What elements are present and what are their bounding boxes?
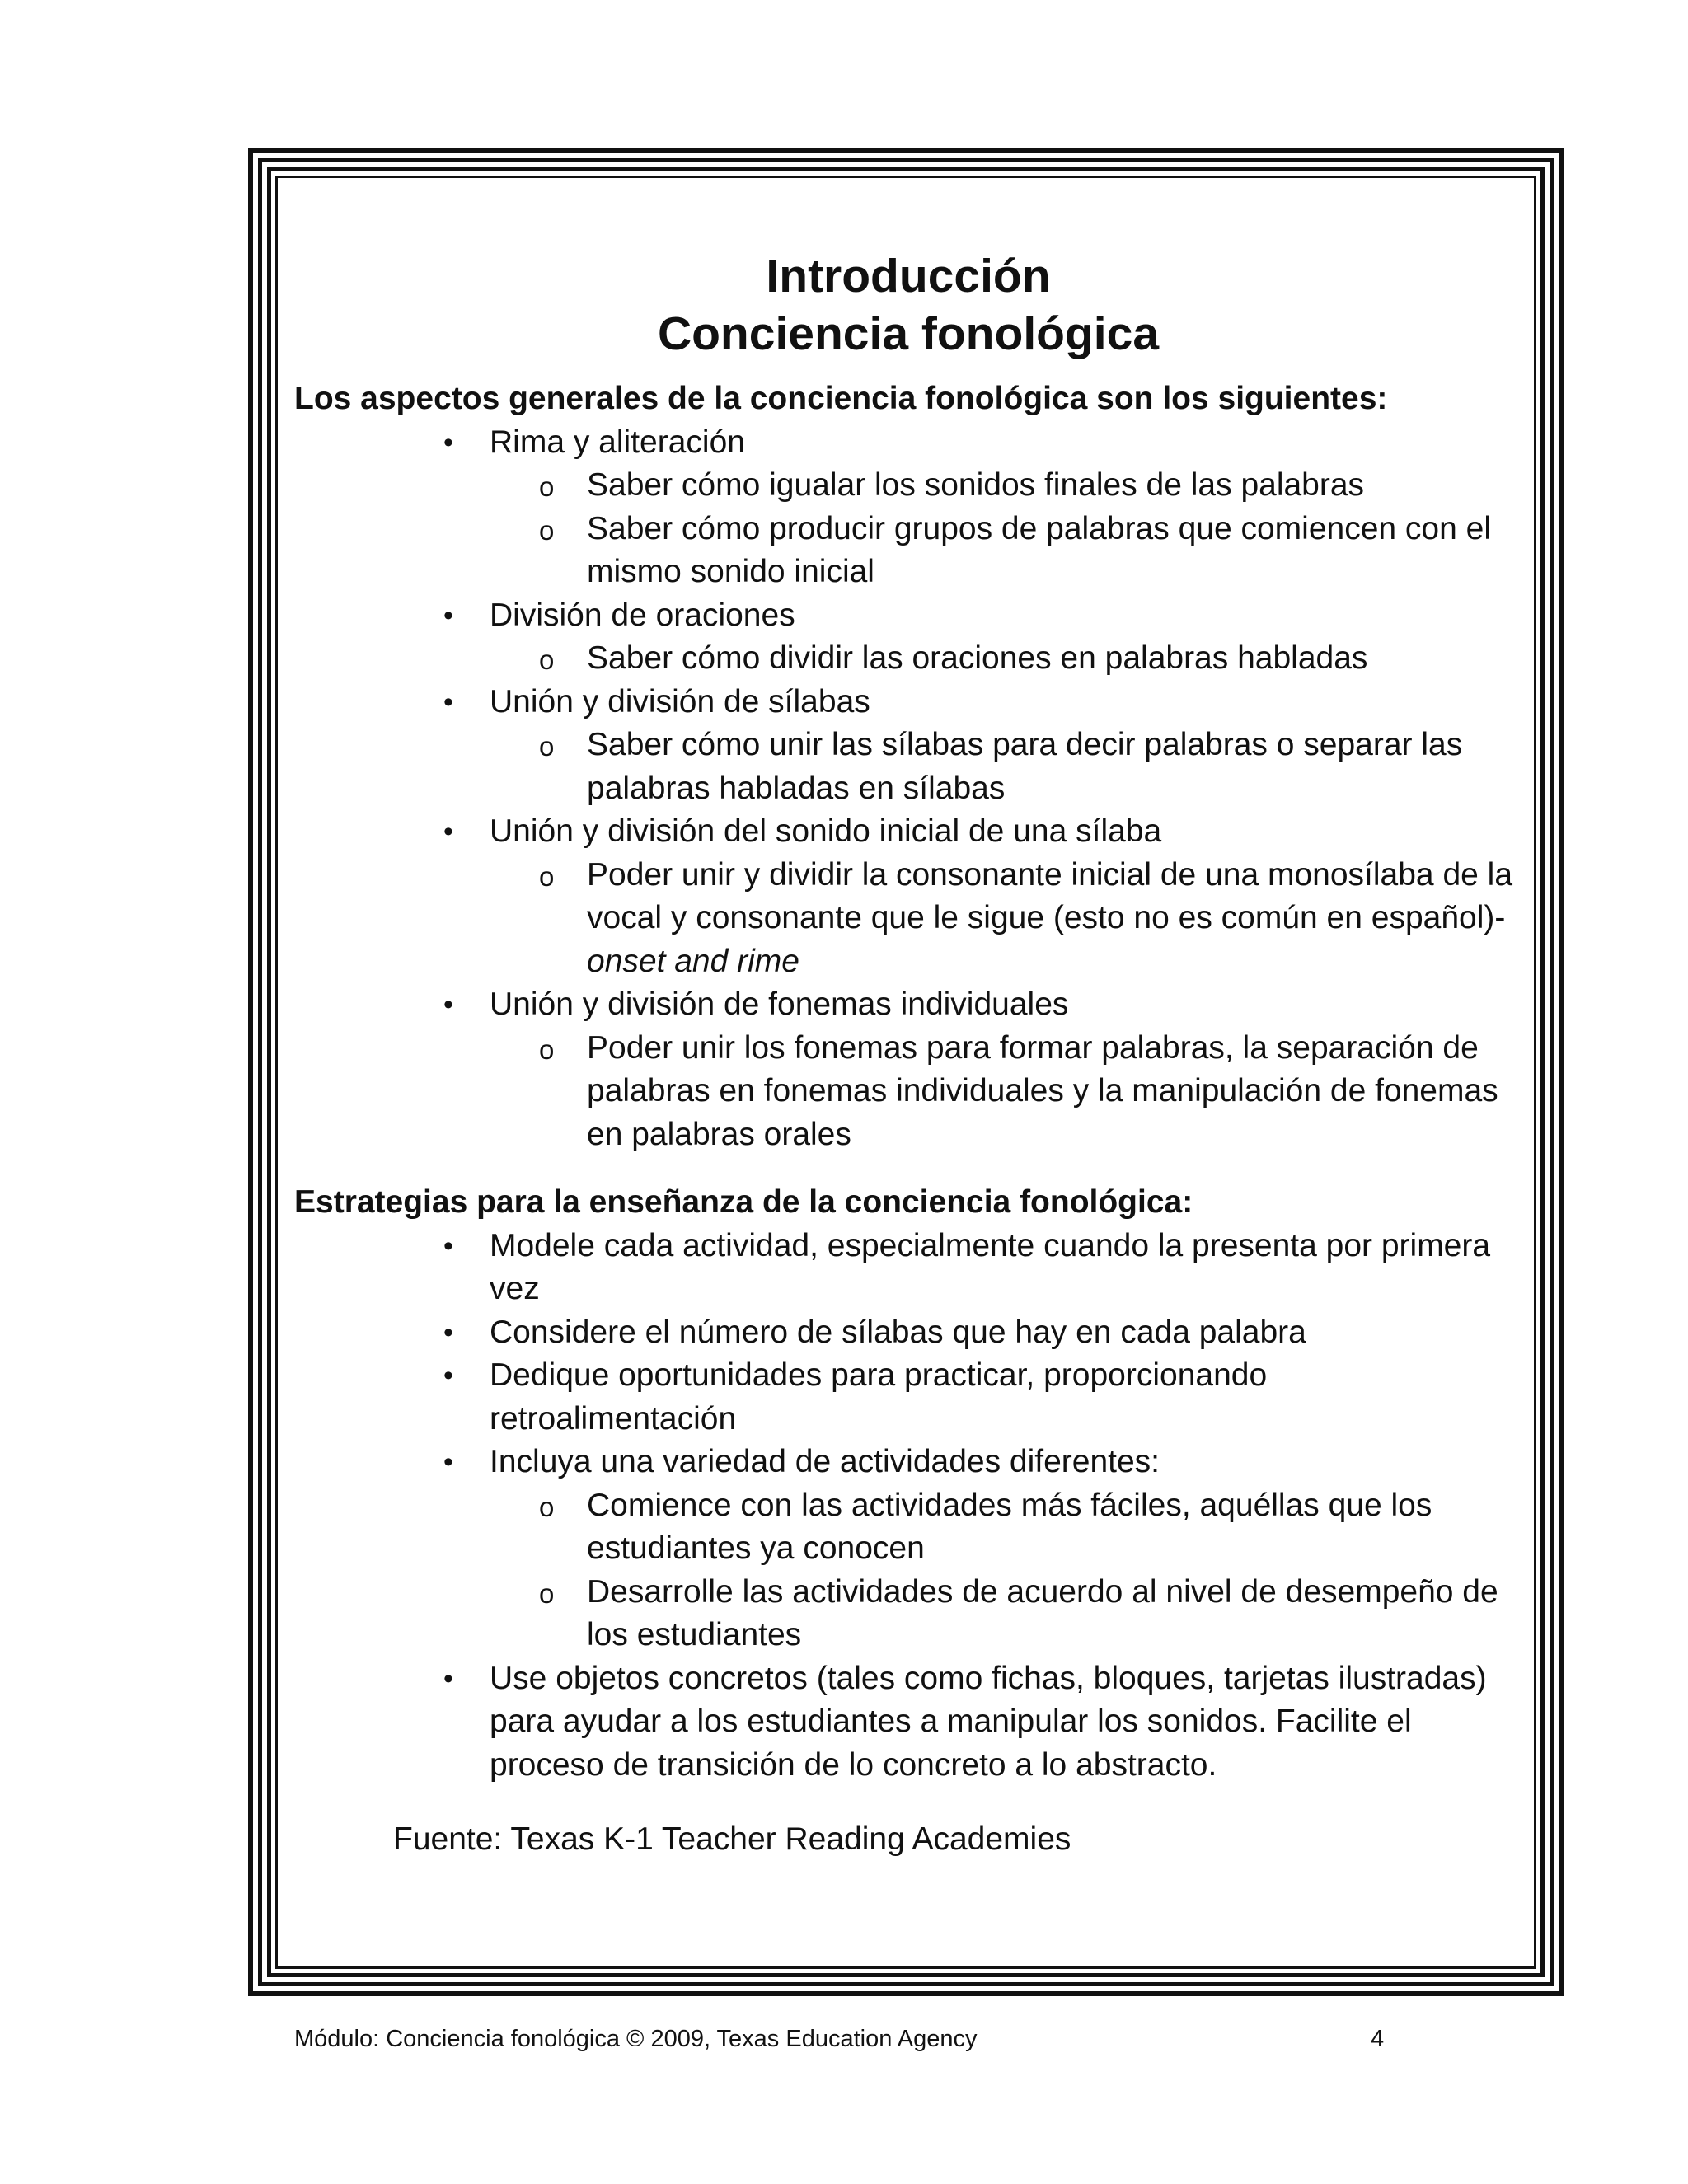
sub-item-emphasis: onset and rime xyxy=(587,943,799,979)
list-item-label: Modele cada actividad, especialmente cuando la presenta por primera vez xyxy=(490,1227,1491,1306)
list-item xyxy=(294,810,1522,983)
sub-list-item xyxy=(294,464,1522,508)
list-item xyxy=(294,1441,1522,1657)
section-heading: Los aspectos generales de la conciencia fonológica son los siguientes: xyxy=(294,381,1388,416)
list-item xyxy=(294,594,1522,681)
list-item-label: Unión y división de fonemas individuales xyxy=(490,987,1069,1022)
list-item-label: Incluya una variedad de actividades diferentes: xyxy=(490,1444,1160,1479)
circle-bullet-icon: o xyxy=(539,471,555,502)
bullet-icon: • xyxy=(443,1662,453,1694)
sub-item-text: Saber cómo producir grupos de palabras que comiencen con el mismo sonido inicial xyxy=(587,510,1491,589)
list-item xyxy=(294,1657,1522,1788)
sub-item-text: Saber cómo dividir las oraciones en palabras habladas xyxy=(587,640,1368,676)
sub-item-text: Saber cómo unir las sílabas para decir palabras o separar las palabras habladas en sílabas xyxy=(587,727,1463,806)
section-heading: Estrategias para la enseñanza de la conciencia fonológica: xyxy=(294,1184,1193,1220)
list-item xyxy=(294,1311,1522,1355)
sub-item-text: Comience con las actividades más fáciles, aquéllas que los estudiantes ya conocen xyxy=(587,1487,1432,1566)
circle-bullet-icon: o xyxy=(539,1033,555,1065)
sub-item-text: Saber cómo igualar los sonidos finales de las palabras xyxy=(587,467,1365,503)
bullet-icon: • xyxy=(443,599,453,631)
sub-list-item xyxy=(294,854,1522,984)
list-item-label: Unión y división de sílabas xyxy=(490,683,870,719)
list-item-label: Rima y aliteración xyxy=(490,424,745,460)
bullet-icon: • xyxy=(443,1230,453,1262)
page-title xyxy=(294,247,1522,363)
page-number: 4 xyxy=(1371,2026,1385,2052)
sub-item-text: Desarrolle las actividades de acuerdo al nivel de desempeño de los estudiantes xyxy=(587,1573,1498,1652)
list-item-label: Unión y división del sonido inicial de una sílaba xyxy=(490,813,1162,849)
title-line-1: Introducción xyxy=(766,250,1051,302)
page-content xyxy=(294,247,1522,1862)
sub-list-item xyxy=(294,724,1522,810)
list-item xyxy=(294,983,1522,1156)
bullet-icon: • xyxy=(443,816,453,847)
bullet-icon: • xyxy=(443,989,453,1020)
bullet-icon: • xyxy=(443,686,453,718)
bullet-icon: • xyxy=(443,1316,453,1348)
sub-list-item xyxy=(294,637,1522,681)
list-item-label: División de oraciones xyxy=(490,597,795,633)
list-item xyxy=(294,681,1522,811)
list-item xyxy=(294,421,1522,594)
title-line-2: Conciencia fonológica xyxy=(657,307,1160,360)
circle-bullet-icon: o xyxy=(539,644,555,675)
circle-bullet-icon: o xyxy=(539,1577,555,1609)
bullet-icon: • xyxy=(443,1360,453,1391)
list-item-label: Dedique oportunidades para practicar, proporcionando retroalimentación xyxy=(490,1357,1268,1436)
sub-item-text: Poder unir los fonemas para formar palabras, la separación de palabras en fonemas individuales y la manipulación de fonemas en palabras orales xyxy=(587,1029,1498,1152)
bullet-icon: • xyxy=(443,426,453,458)
footer-text: Módulo: Conciencia fonológica © 2009, Texas Education Agency xyxy=(294,2026,978,2052)
sub-list-item xyxy=(294,508,1522,594)
aspects-list xyxy=(294,421,1522,1157)
sub-list-item xyxy=(294,1027,1522,1157)
circle-bullet-icon: o xyxy=(539,1491,555,1522)
list-item xyxy=(294,1354,1522,1441)
circle-bullet-icon: o xyxy=(539,514,555,546)
circle-bullet-icon: o xyxy=(539,860,555,892)
list-item-label: Use objetos concretos (tales como fichas, bloques, tarjetas ilustradas) para ayudar a los estudiantes a manipular los sonidos. Facilite el proceso de transición de lo concreto a lo abstracto. xyxy=(490,1660,1487,1783)
list-item xyxy=(294,1225,1522,1311)
sub-item-text: Poder unir y dividir la consonante inicial de una monosílaba de la vocal y consonante que le sigue (esto no es común en español)- xyxy=(587,856,1513,935)
sub-list-item xyxy=(294,1571,1522,1657)
strategies-list xyxy=(294,1225,1522,1788)
bullet-icon: • xyxy=(443,1446,453,1478)
circle-bullet-icon: o xyxy=(539,731,555,762)
list-item-label: Considere el número de sílabas que hay en cada palabra xyxy=(490,1314,1306,1350)
sub-list-item xyxy=(294,1484,1522,1571)
source-citation: Fuente: Texas K-1 Teacher Reading Academies xyxy=(393,1821,1071,1857)
